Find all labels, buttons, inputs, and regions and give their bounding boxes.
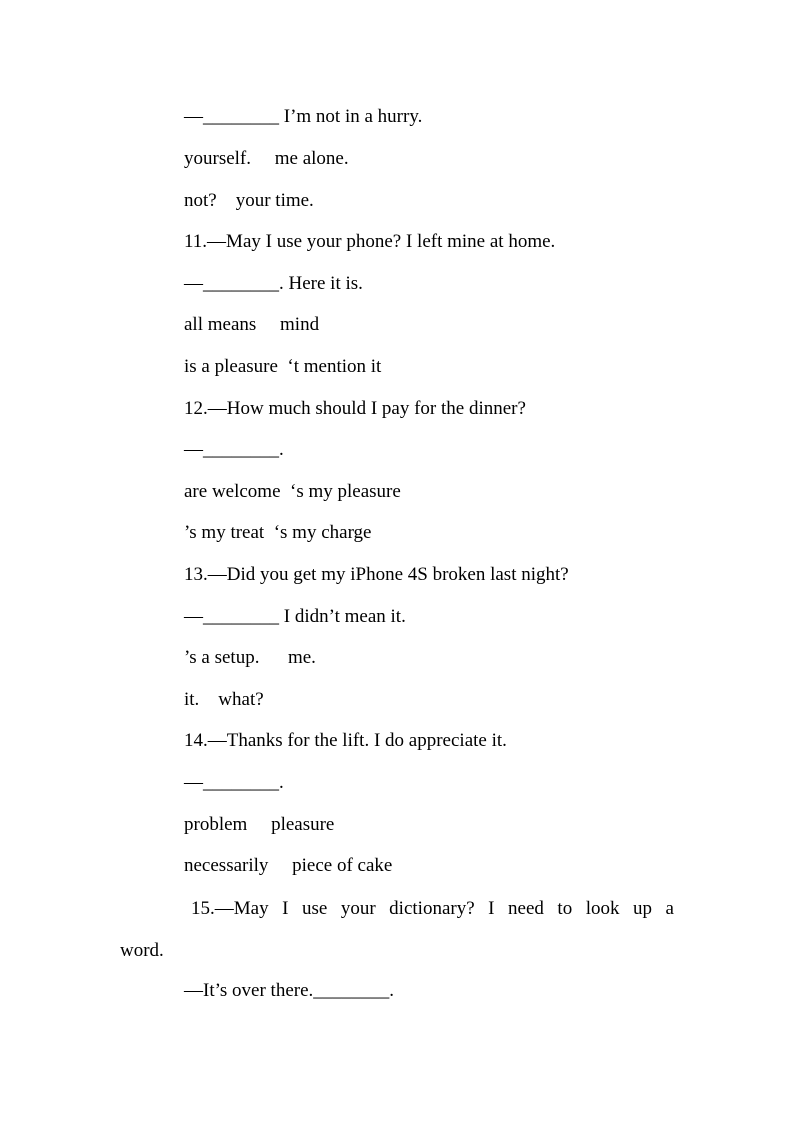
question-15: 15.—May I use your dictionary? I need to look up a word. [120,898,674,961]
question-12: 12.—How much should I pay for the dinner? [184,398,526,419]
text-line: —________. Here it is. [184,273,363,294]
text-line: —________ I’m not in a hurry. [184,106,423,127]
text-line: necessarily piece of cake [184,855,393,876]
text-line: —________. [184,439,284,460]
question-13: 13.—Did you get my iPhone 4S broken last night? [184,564,569,585]
text-line: it. what? [184,689,264,710]
answer-15: —It’s over there.________. [184,980,395,1001]
text-line: —________ I didn’t mean it. [184,606,406,627]
text-line: all means mind [184,314,320,335]
text-line: problem pleasure [184,814,335,835]
text-line: —________. [184,772,284,793]
question-14: 14.—Thanks for the lift. I do appreciate it. [184,730,507,751]
question-11: 11.—May I use your phone? I left mine at home. [184,231,556,252]
text-line: ’s a setup. me. [184,647,316,668]
text-line: not? your time. [184,190,314,211]
text-line: is a pleasure ‘t mention it [184,356,382,377]
text-line: are welcome ‘s my pleasure [184,481,401,502]
text-line: yourself. me alone. [184,148,349,169]
text-line: ’s my treat ‘s my charge [184,522,372,543]
